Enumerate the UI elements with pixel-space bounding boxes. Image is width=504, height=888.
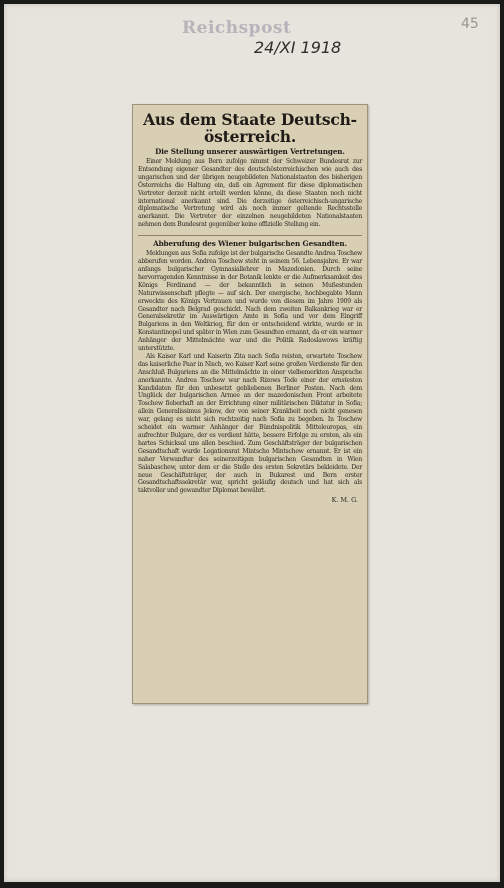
archive-sheet — [4, 4, 500, 882]
article-paragraph: Meldungen aus Sofia zufolge ist der bulgarische Gesandte Andrea Toschew abberufen worden. Andrea Toschew steht in seinem 56. Lebensjahre. Er war anfangs bulgarischer Gymnasiallehrer in Mazedonien. Durch seine hervorragenden Kenntnisse in der Botanik lenkte er die Aufmerksamkeit des Königs Ferdinand — der bekanntlich in seinen Mußestunden Naturwissenschaft pflegte — auf sich. Der energische, hochbegabte Mann erweckte des Königs Vertrauen und wurde von diesem im Jahre 1909 als Gesandter nach Belgrad geschickt. Nach dem zweiten Balkankrieg war er Generalsekretär im Auswärtigen Amte in Sofia und vor dem Eingriff Bulgariens in den Weltkrieg, für den er entscheidend wirkte, wurde er in Konstantinopel und später in Wien zum Gesandten ernannt, da er ein warmer Anhänger der Mittelmächte war und die Politik Radoslawows kräftig unterstützte. — [138, 250, 362, 353]
clipping-content — [138, 109, 362, 504]
folio-number: 45 — [461, 16, 479, 32]
newspaper-stamp: Reichspost — [182, 18, 292, 38]
handwritten-date: 24/XI 1918 — [254, 38, 342, 57]
newspaper-clipping — [132, 104, 368, 704]
author-signature: K. M. G. — [331, 496, 358, 505]
clipping-headline: Aus dem Staate Deutsch-österreich. — [143, 110, 357, 146]
section-heading: Abberufung des Wiener bulgarischen Gesandten. — [138, 235, 362, 248]
article-paragraph: Einer Meldung aus Bern zufolge nimmt der Schweizer Bundesrat zur Entsendung eigener Gesandter des deutschösterreichischen wie auch des ungarischen und der übrigen neugebildeten Nationalstaaten des bisherigen Österreichs die Haltung ein, daß ein Agrement für diese diplomatischen Vertreter derzeit nicht erteilt werden könne, da diese Staaten noch nicht international anerkannt sind. Die derzeitige österreichisch-ungarische diplomatische Vertretung wird als noch immer geltende Rechtsstelle anerkannt. Die Vertreter der einzelnen neugebildeten Nationalstaaten nehmen dem Bundesrat gegenüber keine offizielle Stellung ein. — [138, 158, 362, 229]
article-paragraph: Als Kaiser Karl und Kaiserin Zita nach Sofia reisten, erwartete Toschew das kaiserliche Paar in Nisch, wo Kaiser Karl seine großen Verdienste für den Anschluß Bulgariens an die Mittelmächte in einer vielbemerkten Ansprache anerkannte. Andrea Toschew war nach Rizows Tode einer der ernstesten Kandidaten für den unbesetzt gebliebenen Berliner Posten. Nach dem Unglück der bulgarischen Armee an der mazedonischen Front arbeitete Toschew fieberhaft an der Errichtung einer militärischen Diktatur in Sofia; allein Generalissimus Jekow, der von seiner Krankheit noch nicht genesen war, gelang es nicht sich rechtzeitig nach Sofia zu begeben. In Toschew scheidet ein warmer Anhänger der Bündnispolitik Mitteleuropas, ein aufrechter Bulgare, der es verdient hätte, bessere Erfolge zu ernten, als ein hartes Schicksal uns allen beschied. Zum Geschäftsträger der bulgarischen Gesandtschaft wurde Legationsrat Mintscho Mintschew ernannt. Er ist ein naher Verwandter des seinerzeitigen bulgarischen Gesandten in Wien Salabaschew, unter dem er die Stelle des ersten Sekretärs bekleidete. Der neue Geschäftsträger, der auch in Bukarest und Bern erster Gesandtschaftssekretär war, spricht geläufig deutsch und hat sich als taktvoller und gewandter Diplomat bewährt. — [138, 352, 362, 495]
section-heading: Die Stellung unserer auswärtigen Vertretungen. — [155, 147, 345, 156]
